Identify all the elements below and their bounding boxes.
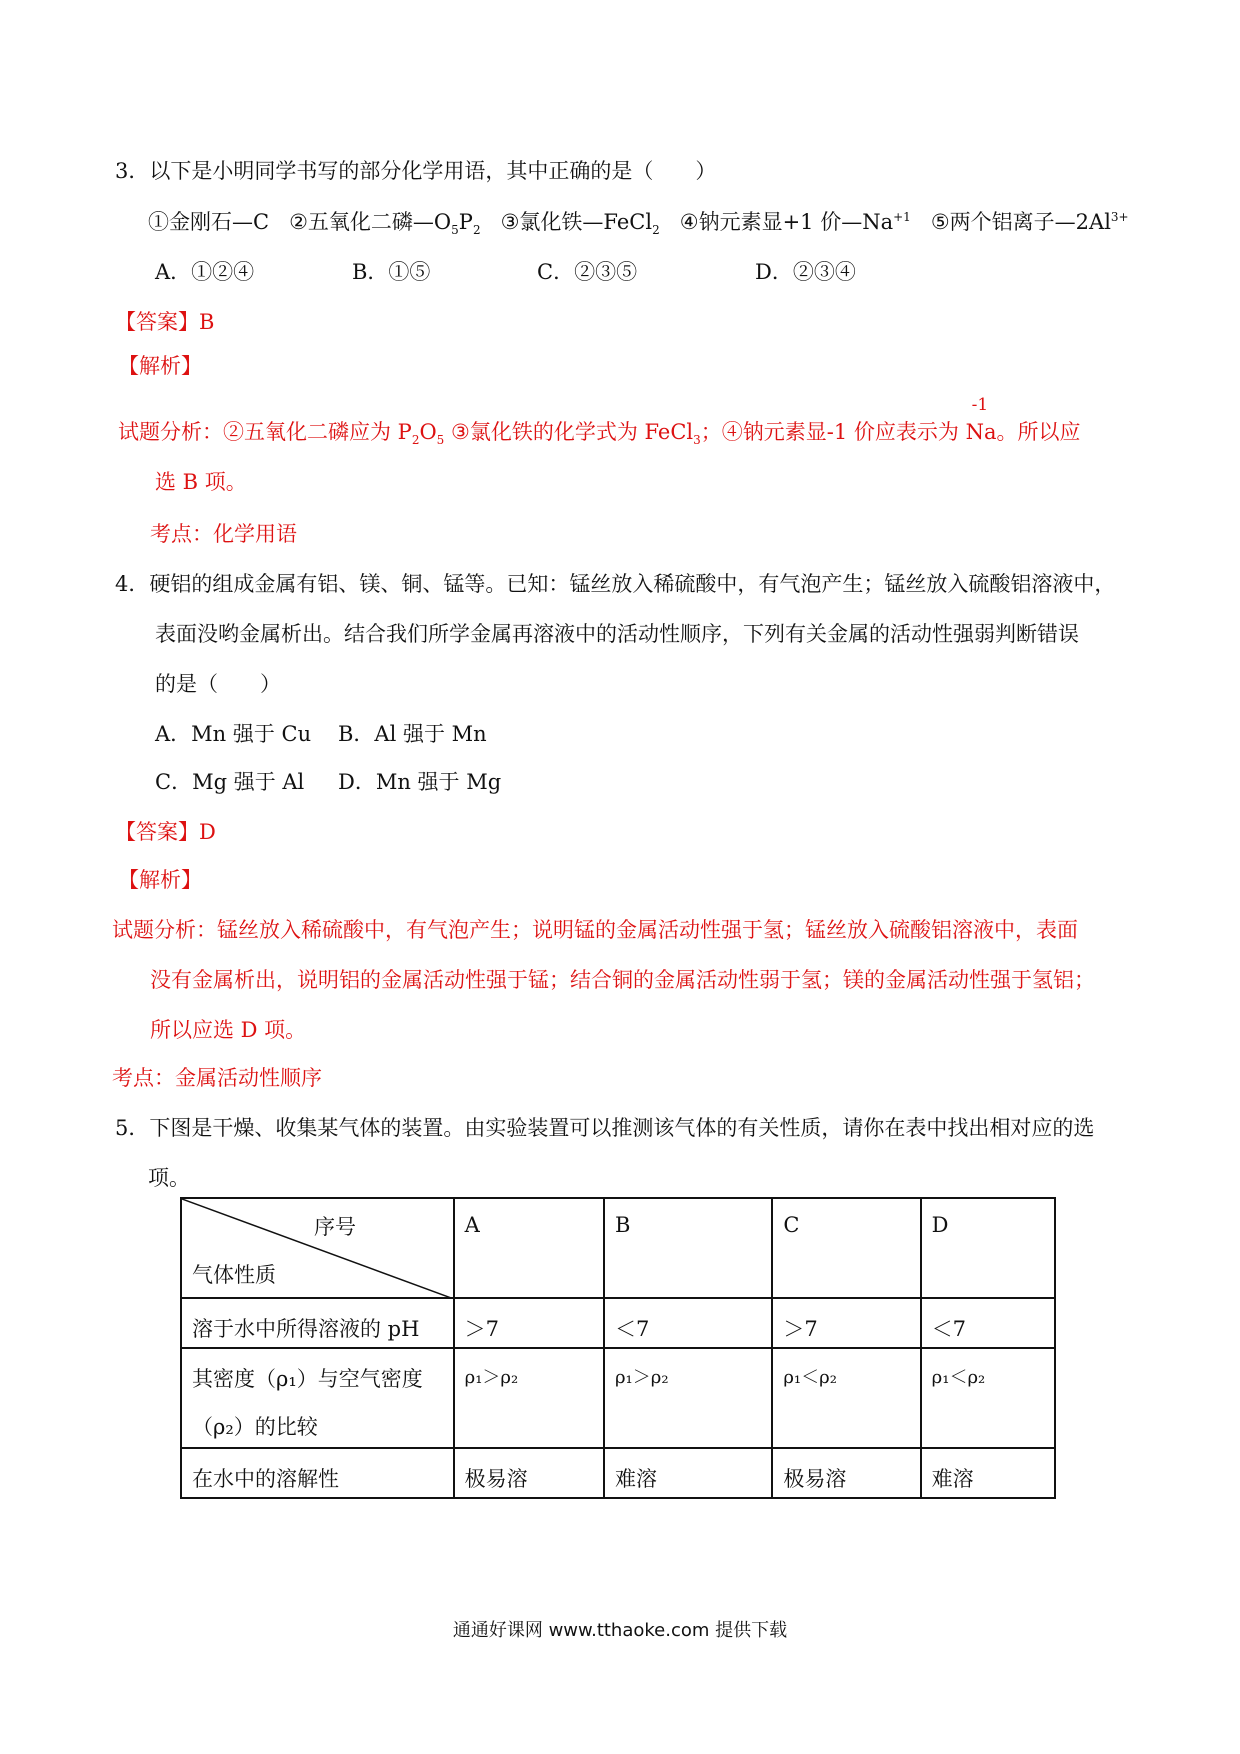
q4-analysis-line3: 所以应选 D 项。 [150, 1018, 307, 1042]
table-cell: 难溶 [604, 1448, 772, 1498]
q3-analysis-label: 【解析】 [118, 354, 202, 378]
q5-stem-1: 5．下图是干燥、收集某气体的装置。由实验装置可以推测该气体的有关性质，请你在表中找出相对应的选 [115, 1116, 1095, 1140]
table-cell: 难溶 [921, 1448, 1055, 1498]
q4-option-d: D．Mn 强于 Mg [338, 770, 502, 794]
q3-item-2: ②五氧化二磷$—O_5P_2$ [289, 210, 481, 238]
q4-answer: 【答案】D [115, 820, 216, 844]
q3-option-d: D．②③④ [755, 260, 856, 284]
table-cell: ＞7 [772, 1298, 920, 1348]
col-header-c: C [772, 1198, 920, 1298]
q3-item-3: ③氯化铁—FeCl$_2$ [500, 210, 660, 238]
gas-properties-table [180, 1197, 1056, 1499]
q4-analysis-line1: 试题分析：锰丝放入稀硫酸中，有气泡产生；说明锰的金属活动性强于氢；锰丝放入硫酸铝溶液中，表面 [112, 918, 1078, 942]
header-property-label: 气体性质 [192, 1263, 276, 1287]
q3-answer: 【答案】B [115, 310, 215, 334]
col-header-b: B [604, 1198, 772, 1298]
q3-point: 考点：化学用语 [150, 522, 297, 546]
na-valence: -1 Na [965, 395, 997, 444]
table-cell: ρ₁＜ρ₂ [921, 1348, 1055, 1448]
table-row [181, 1298, 1055, 1348]
table-cell: ρ₁＜ρ₂ [772, 1348, 920, 1448]
q3-option-a: A．①②④ [155, 260, 255, 284]
q5-stem-2: 项。 [148, 1166, 190, 1190]
row-label-density: 其密度（ρ₁）与空气密度 （ρ₂）的比较 [181, 1348, 454, 1448]
table-cell: 极易溶 [454, 1448, 604, 1498]
q3-analysis-line2: 选 B 项。 [155, 470, 247, 494]
q4-analysis-line2: 没有金属析出，说明铝的金属活动性强于锰；结合铜的金属活动性弱于氢；镁的金属活动性强于氢铝； [150, 968, 1095, 992]
q3-item-5: ⑤两个铝离子$—2Al^{3+}$ [930, 210, 1129, 234]
q4-analysis-label: 【解析】 [118, 868, 202, 892]
q4-option-a: A．Mn 强于 Cu [155, 722, 312, 746]
header-serial-label: 序号 [314, 1215, 356, 1239]
table-row [181, 1448, 1055, 1498]
col-header-d: D [921, 1198, 1055, 1298]
table-cell: 极易溶 [772, 1448, 920, 1498]
q4-stem-1: 4．硬铝的组成金属有铝、镁、铜、锰等。已知：锰丝放入稀硫酸中，有气泡产生；锰丝放入硫酸铝溶液中， [115, 572, 1116, 596]
table-header-row [181, 1198, 1055, 1298]
q4-option-c: C．Mg 强于 Al [155, 770, 305, 794]
table-corner-cell [181, 1198, 454, 1298]
row-label-solubility: 在水中的溶解性 [181, 1448, 454, 1498]
q4-option-b: B．Al 强于 Mn [338, 722, 487, 746]
q4-stem-2: 表面没哟金属析出。结合我们所学金属再溶液中的活动性顺序，下列有关金属的活动性强弱判断错误 [155, 622, 1079, 646]
table-row [181, 1348, 1055, 1448]
q3-item-1: ①金刚石—C [148, 210, 270, 234]
q3-item-4: ④钠元素显+1 价$—Na^{+1}$ [679, 210, 911, 234]
table-cell: ＞7 [454, 1298, 604, 1348]
col-header-a: A [454, 1198, 604, 1298]
q3-stem: 3．以下是小明同学书写的部分化学用语，其中正确的是（ ） [115, 159, 717, 183]
q3-option-c: C．②③⑤ [537, 260, 638, 284]
table-cell: ρ₁＞ρ₂ [454, 1348, 604, 1448]
table-cell: ρ₁＞ρ₂ [604, 1348, 772, 1448]
page-footer: 通通好课网 www.tthaoke.com 提供下载 [452, 1620, 788, 1641]
q3-option-b: B．①⑤ [352, 260, 431, 284]
q3-items [148, 208, 1129, 236]
table-cell: ＜7 [604, 1298, 772, 1348]
row-label-ph: 溶于水中所得溶液的 pH [181, 1298, 454, 1348]
table-cell: ＜7 [921, 1298, 1055, 1348]
q4-stem-3: 的是（ ） [155, 672, 281, 696]
q3-analysis-line1: 试题分析：②五氧化二磷应为 $P_2O_5$ ③氯化铁的化学式为 FeCl$_3$；④钠元素显-1 价应表示为 -1 Na。所以应 [118, 395, 1081, 448]
q4-point: 考点：金属活动性顺序 [112, 1066, 322, 1090]
